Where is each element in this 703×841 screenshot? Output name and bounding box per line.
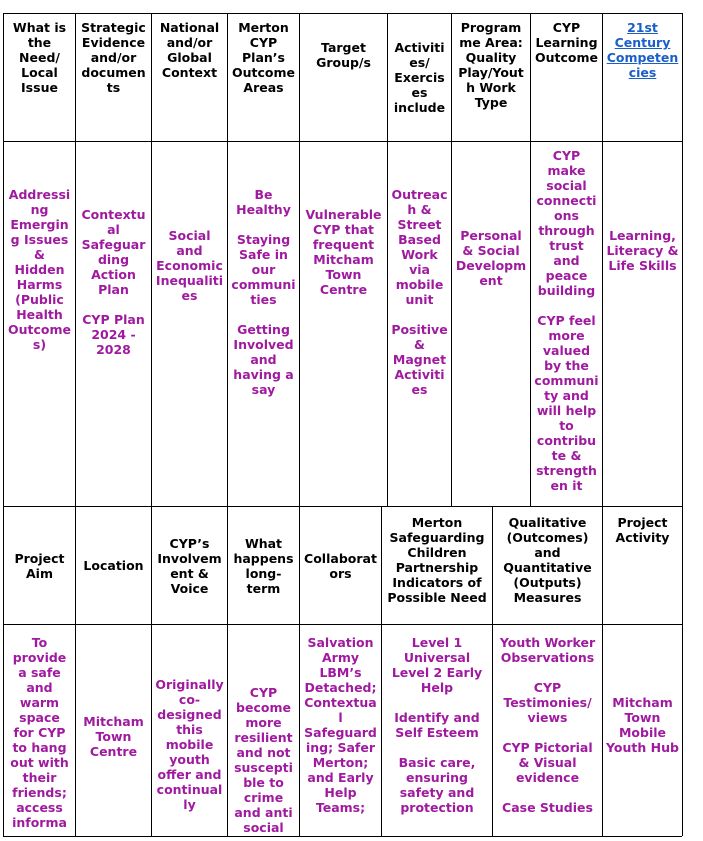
header-cyp-voice: CYP’s Involvement & Voice xyxy=(157,535,222,596)
header-indicators: Merton Safeguarding Children Partnership Indicators of Possible Need xyxy=(387,515,487,605)
need-text: Addressing Emerging Issues & Hidden Harms (Public Health Outcomes) xyxy=(7,187,71,352)
context-text: Social and Economic Inequalities xyxy=(155,228,224,303)
collaborators-text: Salvation Army LBM’s Detached; Contextual Safeguarding; Safer Merton; and Early Help Teams; xyxy=(304,635,377,815)
outcome-item: Staying Safe in our communities xyxy=(231,232,296,307)
measure-item: Youth Worker Observations xyxy=(499,635,596,665)
location-text: Mitcham Town Centre xyxy=(83,714,144,759)
strategic-item: Contextual Safeguarding Action Plan xyxy=(81,207,146,297)
strategic-item: CYP Plan 2024 - 2028 xyxy=(82,312,145,357)
indicators-cell xyxy=(382,625,492,836)
outcome-item: Getting Involved and having a say xyxy=(233,322,294,397)
activity-item: Positive & Magnet Activities xyxy=(391,322,448,397)
activity-item: Outreach & Street Based Work via mobile unit xyxy=(391,187,448,307)
measure-item: Case Studies xyxy=(502,800,593,815)
project-activity-text: Mitcham Town Mobile Youth Hub xyxy=(606,695,679,755)
header-activities: Activities/ Exercises include xyxy=(393,40,446,115)
header-measures: Qualitative (Outcomes) and Quantitative (Outputs) Measures xyxy=(503,515,592,605)
learning-cell xyxy=(531,142,602,506)
target-text: Vulnerable CYP that frequent Mitcham Town Centre xyxy=(305,207,382,297)
indicator-item: Basic care, ensuring safety and protection xyxy=(398,755,476,815)
learning-item: CYP make social connections through trust and peace building xyxy=(536,148,597,298)
header-strategic-evidence: Strategic Evidence and/or documents xyxy=(81,20,146,95)
learning-item: CYP feel more valued by the community and will help to contribute & strengthen it xyxy=(534,313,599,493)
indicator-item: Level 1 Universal Level 2 Early Help xyxy=(391,635,483,695)
rule xyxy=(3,836,682,837)
aim-text: To provide a safe and warm space for CYP to hang out with their friends; access informa xyxy=(10,635,69,830)
indicator-item: Identify and Self Esteem xyxy=(394,710,480,740)
header-collaborators: Collaborators xyxy=(304,550,377,581)
header-learning-outcome: CYP Learning Outcome xyxy=(534,20,598,65)
voice-text: Originally co-designed this mobile youth offer and continually xyxy=(155,677,224,812)
header-programme-area: Programme Area: Quality Play/Youth Work Type xyxy=(458,20,524,110)
header-project-activity: Project Activity xyxy=(615,515,670,545)
header-long-term: What happens long-term xyxy=(233,535,294,596)
header-national-context: National and/or Global Context xyxy=(159,20,220,80)
measures-cell xyxy=(493,625,602,836)
outcomes-cell xyxy=(228,142,299,402)
competencies-text: Learning, Literacy & Life Skills xyxy=(606,228,679,273)
measure-item: CYP Testimonies/ views xyxy=(503,680,592,725)
header-project-aim: Project Aim xyxy=(14,550,65,581)
header-competencies-link[interactable]: 21st Century Competencies xyxy=(606,20,679,80)
header-cyp-plan-outcomes: Merton CYP Plan’s Outcome Areas xyxy=(231,20,295,95)
header-location: Location xyxy=(83,558,144,573)
outcome-item: Be Healthy xyxy=(236,187,291,217)
measure-item: CYP Pictorial & Visual evidence xyxy=(502,740,593,785)
strategic-cell xyxy=(76,142,151,357)
longterm-text: CYP become more resilient and not susceptible to crime and anti social xyxy=(234,685,293,835)
header-need: What is the Need/ Local Issue xyxy=(12,20,67,95)
header-target-groups: Target Group/s xyxy=(316,40,371,70)
programme-text: Personal & Social Development xyxy=(455,228,527,288)
activities-cell xyxy=(388,142,451,442)
